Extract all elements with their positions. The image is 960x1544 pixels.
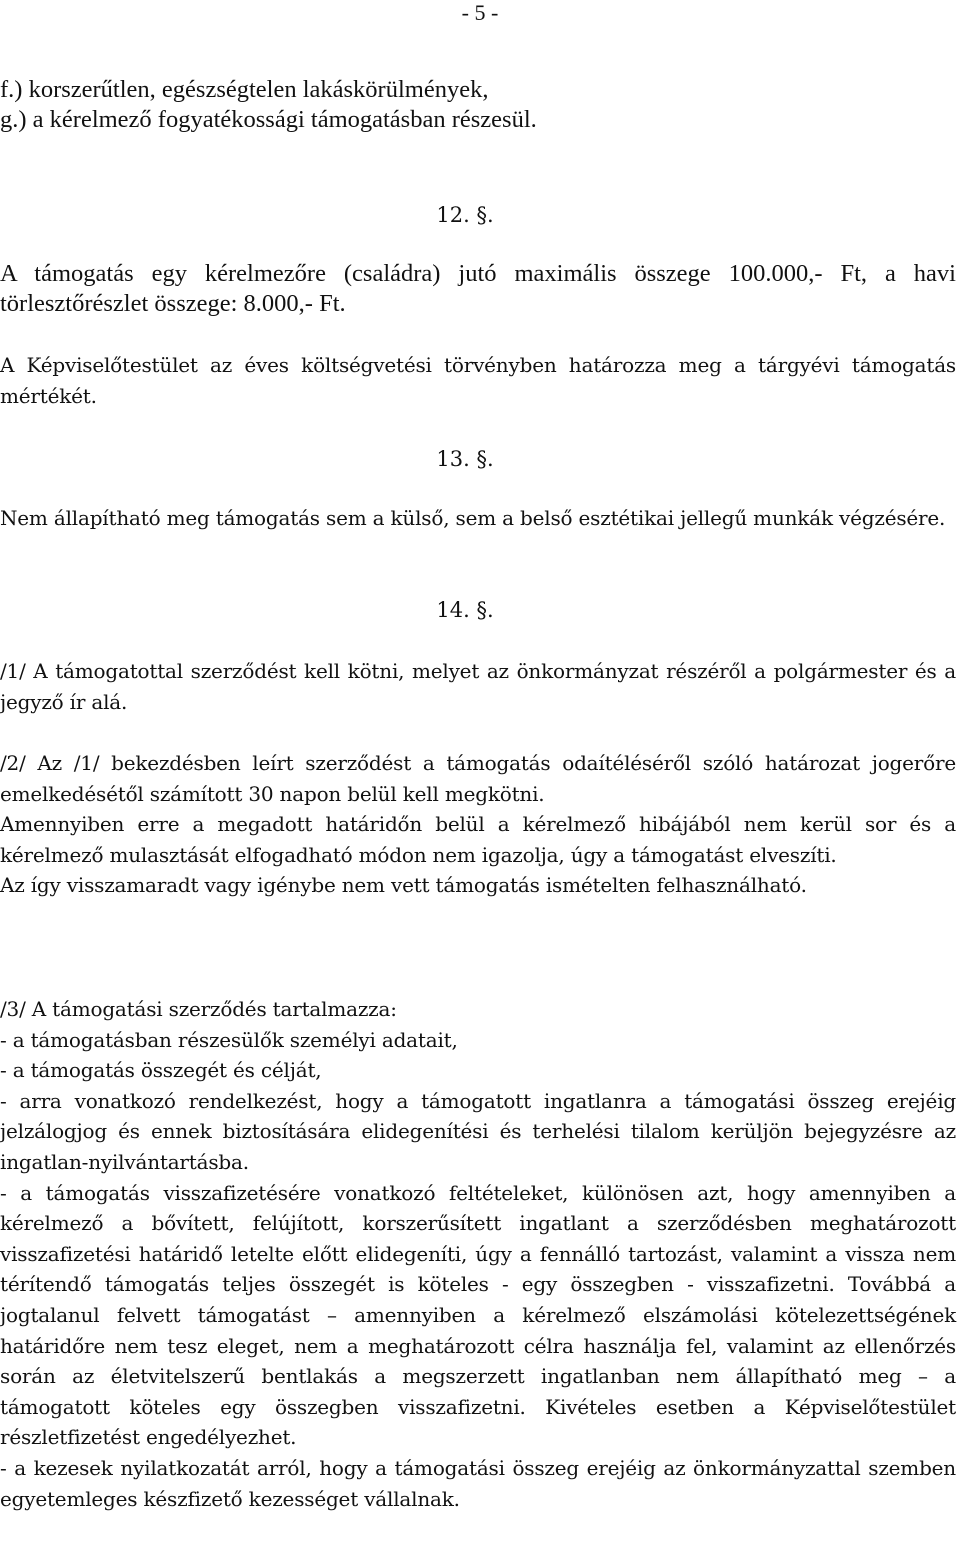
list-item-f: f.) korszerűtlen, egészségtelen lakáskörülmények,: [0, 76, 489, 103]
section-14-title: 14. §.: [436, 598, 494, 622]
section-14-paragraph-1: /1/ A támogatottal szerződést kell kötni, melyet az önkormányzat részéről a polgármester és a jegyző ír alá.: [0, 659, 956, 714]
page-number: - 5 -: [461, 0, 499, 25]
section-14-paragraph-3: [0, 994, 956, 1514]
list-item: - a támogatásban részesülők személyi adatait,: [0, 1027, 458, 1052]
paragraph-2c: Az így visszamaradt vagy igénybe nem vett támogatás ismételten felhasználható.: [0, 873, 807, 898]
section-12-paragraph-1: A támogatás egy kérelmezőre (családra) jutó maximális összege 100.000,- Ft, a havi törlesztőrészlet összege: 8.000,- Ft.: [0, 260, 956, 317]
paragraph-2a: /2/ Az /1/ bekezdésben leírt szerződést a támogatás odaítéléséről szóló határozat jogerőre emelkedésétől számított 30 napon belül kell megkötni.: [0, 751, 956, 806]
section-14-paragraph-2: [0, 748, 956, 901]
section-12-paragraph-2: A Képviselőtestület az éves költségvetési törvényben határozza meg a tárgyévi támogatás mértékét.: [0, 353, 956, 408]
section-12-title: 12. §.: [436, 203, 494, 227]
paragraph-3-intro: /3/ A támogatási szerződés tartalmazza:: [0, 997, 397, 1021]
section-13-title: 13. §.: [436, 447, 494, 471]
paragraph-2b: Amennyiben erre a megadott határidőn belül a kérelmező hibájából nem kerül sor és a kérelmező mulasztását elfogadható módon nem igazolja, úgy a támogatást elveszíti.: [0, 812, 956, 867]
section-13-paragraph-1: Nem állapítható meg támogatás sem a külső, sem a belső esztétikai jellegű munkák végzésére.: [0, 506, 946, 530]
list-f-g: [0, 75, 956, 135]
list-item: - arra vonatkozó rendelkezést, hogy a támogatott ingatlanra a támogatási összeg erejéig jelzálogjog és ennek biztosítására elidegenítési és terhelési tilalom kerüljön bejegyzésre az ingatlan-nyilvántartásba.: [0, 1088, 956, 1174]
list-item-g: g.) a kérelmező fogyatékossági támogatásban részesül.: [0, 106, 537, 133]
list-item: - a kezesek nyilatkozatát arról, hogy a támogatási összeg erejéig az önkormányzattal szemben egyetemleges készfizető kezességet vállalnak.: [0, 1455, 956, 1511]
list-item: - a támogatás visszafizetésére vonatkozó feltételeket, különösen azt, hogy amennyiben a kérelmező a bővített, felújított, korszerűsített ingatlant a szerződésben meghatározott visszafizetési határidő letelte előtt elidegeníti, úgy a fennálló tartozást, valamint a vissza nem térítendő támogatás teljes összegét is köteles - egy összegben - visszafizetni. Továbbá a jogtalanul felvett támogatást – amennyiben a kérelmező elszámolási kötelezettségének határidőre nem tesz eleget, nem a meghatározott célra használja fel, valamint az ellenőrzés során az életvitelszerű bentlakás a megszerzett ingatlanban nem állapítható meg – a támogatott köteles egy összegben visszafizetni. Kivételes esetben a Képviselőtestület részletfizetést engedélyezhet.: [0, 1180, 956, 1450]
list-item: - a támogatás összegét és célját,: [0, 1058, 322, 1083]
